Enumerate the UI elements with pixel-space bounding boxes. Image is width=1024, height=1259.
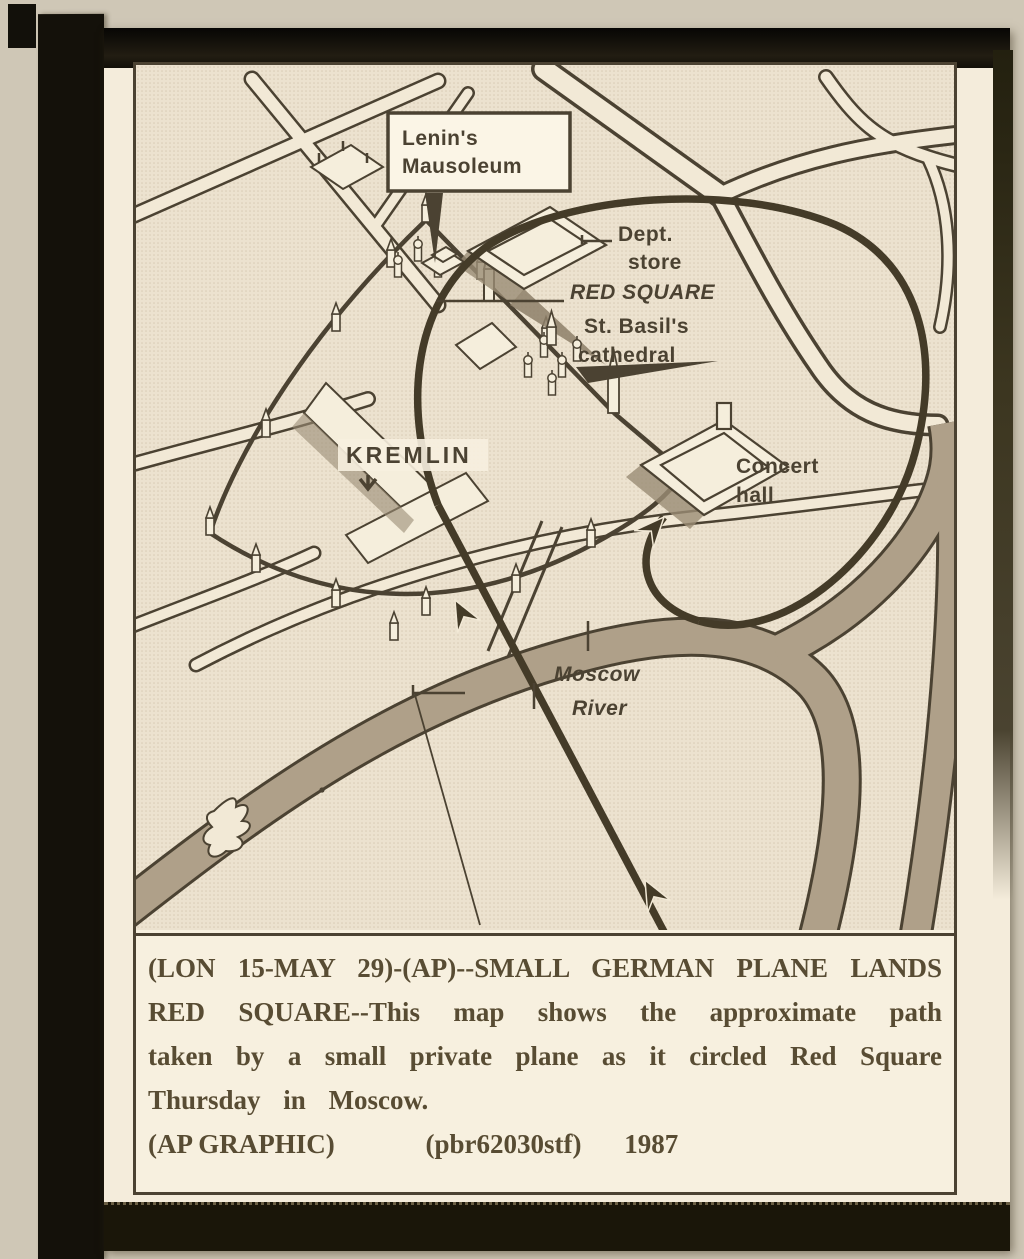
film-edge-strip: [38, 14, 104, 1259]
dept-store-label-line2: store: [628, 251, 682, 274]
caption-credit-line: [148, 1122, 942, 1166]
photo-print: [104, 28, 1010, 1250]
lenin-label-line1: Lenin's: [402, 127, 479, 150]
river-label-line1: Moscow: [554, 663, 640, 686]
st-basils-label-line2: cathedral: [578, 344, 676, 367]
film-corner-patch: [8, 4, 36, 48]
credit-ap-graphic: (AP GRAPHIC): [148, 1129, 335, 1159]
st-basils-label-line1: St. Basil's: [584, 315, 690, 338]
moscow-map: [136, 65, 954, 933]
caption-line-4: Thursday in Moscow.: [148, 1085, 429, 1115]
credit-photo-id: (pbr62030stf): [425, 1129, 582, 1159]
kremlin-label-text: KREMLIN: [346, 442, 472, 468]
concert-hall-label-line1: Concert: [736, 455, 819, 478]
map-svg: [136, 65, 954, 930]
caption-line-1: (LON 15-MAY 29)-(AP)--SMALL GERMAN PLANE LANDS: [148, 953, 942, 983]
caption-block: [136, 933, 954, 1189]
photo-bottom-black-bar: [104, 1202, 1010, 1251]
dept-store-label-line1: Dept.: [618, 223, 673, 246]
red-square-label: RED SQUARE: [570, 281, 716, 304]
river-dot: [319, 787, 324, 792]
caption-line-2: RED SQUARE--This map shows the approximate path: [148, 997, 942, 1027]
credit-year: 1987: [624, 1129, 679, 1159]
caption-line-3: taken by a small private plane as it circled Red Square: [148, 1041, 942, 1071]
concert-hall-label-line2: hall: [736, 484, 775, 507]
photo-right-shadow-bar: [993, 50, 1013, 900]
ap-graphic-panel: [133, 62, 957, 1195]
river-label-line2: River: [572, 697, 628, 720]
lenin-label-line2: Mausoleum: [402, 155, 523, 178]
